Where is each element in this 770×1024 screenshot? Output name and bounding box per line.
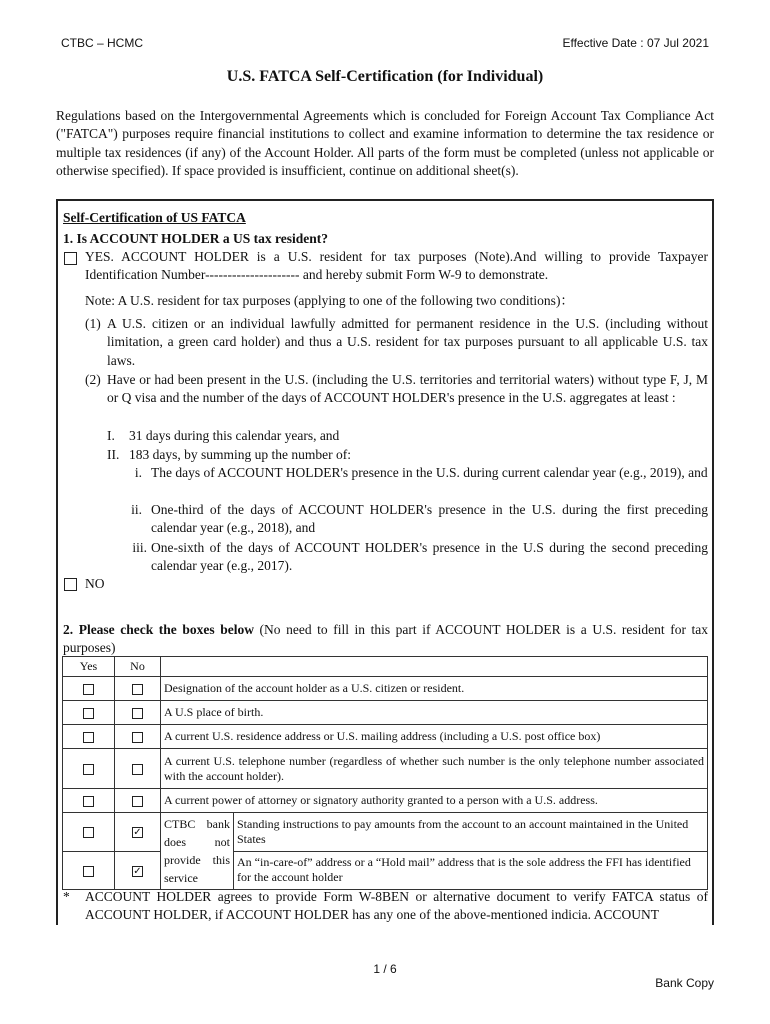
row2-text: A U.S place of birth.: [161, 701, 708, 725]
row3-yes-checkbox[interactable]: [83, 732, 94, 743]
indicia-table: [62, 656, 708, 890]
roman-text-2: 183 days, by summing up the number of:: [129, 447, 351, 462]
row6-text: Standing instructions to pay amounts from the account to an account maintained in the United States: [234, 813, 708, 852]
footnote-mark: *: [63, 889, 70, 904]
note-text: Note: A U.S. resident for tax purposes (applying to one of the following two conditions)：: [85, 293, 574, 308]
page-number: 1 / 6: [373, 962, 397, 976]
table-row: [63, 725, 708, 749]
section2-heading-bold: 2. Please check the boxes below: [63, 622, 254, 637]
table-row: [63, 701, 708, 725]
service-note: CTBC bank does not provide this service: [161, 813, 234, 890]
yes-checkbox[interactable]: [64, 252, 77, 265]
yes-option-text: YES. ACCOUNT HOLDER is a U.S. resident for tax purposes (Note).And willing to provide Taxpayer Identification Number--------------------- and hereby submit Form W-9 to demonstrate.: [85, 249, 708, 283]
row7-text: An “in-care-of” address or a “Hold mail” address that is the sole address the FFI has identified for the account holder: [234, 851, 708, 890]
sub-num-1: i.: [134, 465, 142, 480]
header-right: Effective Date : 07 Jul 2021: [562, 36, 709, 50]
cond1-num: (1): [85, 316, 101, 331]
row4-no-checkbox[interactable]: [132, 764, 143, 775]
roman-text-1: 31 days during this calendar years, and: [129, 428, 340, 443]
sub-num-2: ii.: [131, 502, 142, 517]
sub-text-2: One-third of the days of ACCOUNT HOLDER's presence in the U.S. during the first preceding calendar year (e.g., 2018), and: [151, 502, 708, 536]
col-no-header: No: [115, 657, 161, 677]
sub-num-3: iii.: [132, 540, 147, 555]
table-row: [63, 789, 708, 813]
section2-heading: [63, 621, 708, 658]
col-desc-header: [161, 657, 708, 677]
row6-yes-checkbox[interactable]: [83, 827, 94, 838]
row2-no-checkbox[interactable]: [132, 708, 143, 719]
section2-heading-rest: (No need to fill in this part if ACCOUNT HOLDER is a U.S. resident for tax purposes): [63, 622, 708, 656]
table-row: [63, 749, 708, 789]
table-row: [63, 851, 708, 890]
footnote-text: ACCOUNT HOLDER agrees to provide Form W-8BEN or alternative document to verify FATCA status of ACCOUNT HOLDER, if ACCOUNT HOLDER has any one of the above-mentioned indicia. ACCOUNT: [85, 889, 708, 923]
section1-question: 1. Is ACCOUNT HOLDER a US tax resident?: [63, 231, 329, 246]
sub-text-1: The days of ACCOUNT HOLDER's presence in the U.S. during current calendar year (e.g., 2019), and: [151, 465, 708, 480]
intro-paragraph: Regulations based on the Intergovernmental Agreements which is concluded for Foreign Account Tax Compliance Act ("FATCA") purposes require financial institutions to collect and examine information to determine the tax residence or multiple tax residences (if any) of the Account Holder. All parts of the form must be completed (unless not applicable or otherwise specified). If space provided is insufficient, continue on additional sheet(s).: [56, 108, 714, 178]
header-left: CTBC – HCMC: [61, 36, 144, 50]
row4-yes-checkbox[interactable]: [83, 764, 94, 775]
copy-label: Bank Copy: [655, 976, 714, 990]
sub-text-3: One-sixth of the days of ACCOUNT HOLDER's presence in the U.S during the second preceding calendar year (e.g., 2017).: [151, 540, 708, 574]
row1-yes-checkbox[interactable]: [83, 684, 94, 695]
table-row: [63, 677, 708, 701]
row2-yes-checkbox[interactable]: [83, 708, 94, 719]
row4-text: A current U.S. telephone number (regardless of whether such number is the only telephone number associated with the account holder).: [161, 749, 708, 789]
row6-no-checkbox[interactable]: ✓: [133, 827, 142, 838]
no-option-text: NO: [85, 576, 105, 591]
row7-no-checkbox[interactable]: ✓: [133, 865, 142, 877]
roman-num-1: I.: [107, 428, 115, 443]
roman-num-2: II.: [107, 447, 120, 462]
col-yes-header: Yes: [63, 657, 115, 677]
row5-no-checkbox[interactable]: [132, 796, 143, 807]
cond1-text: A U.S. citizen or an individual lawfully admitted for permanent residence in the U.S. (including without limitation, a green card holder) and thus a U.S. resident for tax purposes pursuant to all applicable U.S. tax laws.: [107, 316, 708, 368]
table-row: [63, 813, 708, 852]
no-checkbox[interactable]: [64, 578, 77, 591]
row1-text: Designation of the account holder as a U.S. citizen or resident.: [161, 677, 708, 701]
section1-heading: Self-Certification of US FATCA: [63, 210, 246, 225]
cond2-num: (2): [85, 372, 101, 387]
row1-no-checkbox[interactable]: [132, 684, 143, 695]
row7-yes-checkbox[interactable]: [83, 866, 94, 877]
row3-text: A current U.S. residence address or U.S. mailing address (including a U.S. post office box): [161, 725, 708, 749]
row3-no-checkbox[interactable]: [132, 732, 143, 743]
row5-yes-checkbox[interactable]: [83, 796, 94, 807]
page-title: U.S. FATCA Self-Certification (for Individual): [226, 68, 544, 85]
row5-text: A current power of attorney or signatory authority granted to a person with a U.S. address.: [161, 789, 708, 813]
cond2-text: Have or had been present in the U.S. (including the U.S. territories and territorial waters) without type F, J, M or Q visa and the number of the days of ACCOUNT HOLDER's presence in the U.S. aggregates at least :: [107, 372, 708, 406]
